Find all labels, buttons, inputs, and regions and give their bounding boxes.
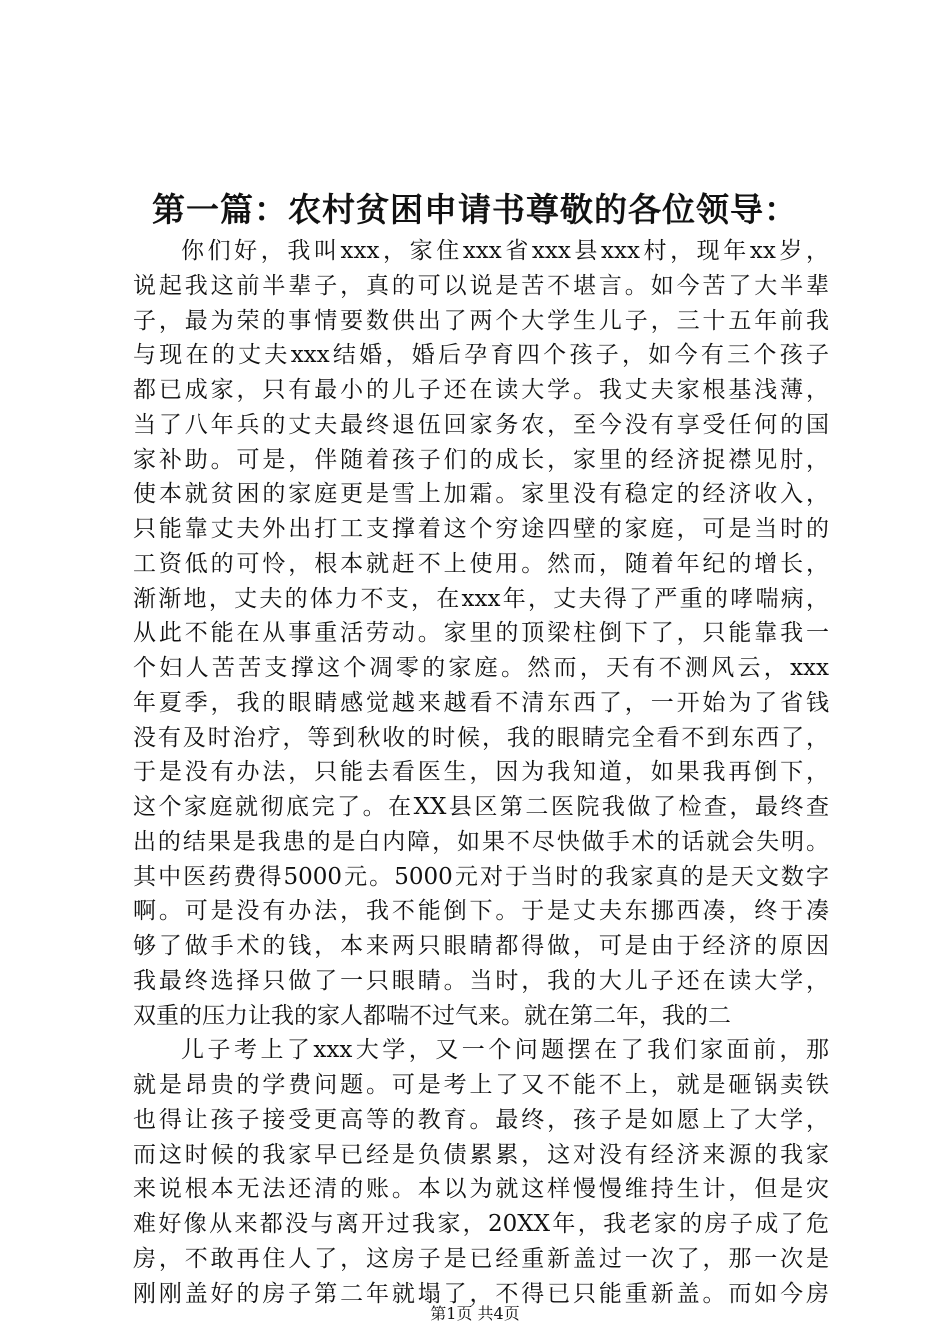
- body-line: 房，不敢再住人了，这房子是已经重新盖过一次了，那一次是: [133, 1245, 829, 1272]
- body-line: 都已成家，只有最小的儿子还在读大学。我丈夫家根基浅薄，: [133, 377, 829, 403]
- body-line: 于是没有办法，只能去看医生，因为我知道，如果我再倒下，: [133, 759, 829, 786]
- body-line: 当了八年兵的丈夫最终退伍回家务农，至今没有享受任何的国: [133, 411, 829, 438]
- body-line: 就是昂贵的学费问题。可是考上了又不能不上，就是砸锅卖铁: [133, 1072, 829, 1098]
- body-line: 从此不能在从事重活劳动。家里的顶梁柱倒下了，只能靠我一: [133, 620, 829, 647]
- body-line: 出的结果是我患的是白内障，如果不尽快做手术的话就会失明。: [133, 828, 829, 855]
- body-line: 没有及时治疗，等到秋收的时候，我的眼睛完全看不到东西了，: [133, 724, 829, 751]
- body-line: 使本就贫困的家庭更是雪上加霜。家里没有稳定的经济收入，: [133, 481, 829, 508]
- page-footer: 第1页 共4页: [430, 1304, 520, 1323]
- document-body: [133, 234, 829, 1311]
- body-line: 这个家庭就彻底完了。在XX县区第二医院我做了检查，最终查: [133, 794, 829, 820]
- document-title: 第一篇：农村贫困申请书尊敬的各位领导：: [152, 190, 798, 229]
- body-line: 家补助。可是，伴随着孩子们的成长，家里的经济捉襟见肘，: [133, 446, 829, 473]
- body-line: 啊。可是没有办法，我不能倒下。于是丈夫东挪西凑，终于凑: [133, 898, 829, 925]
- body-line: 刚刚盖好的房子第二年就塌了，不得已只能重新盖。而如今房: [133, 1280, 829, 1307]
- body-line: 说起我这前半辈子，真的可以说是苦不堪言。如今苦了大半辈: [133, 272, 829, 299]
- body-line: 工资低的可怜，根本就赶不上使用。然而，随着年纪的增长，: [133, 550, 829, 577]
- body-line: 与现在的丈夫xxx结婚，婚后孕育四个孩子，如今有三个孩子: [133, 342, 829, 369]
- body-line: 而这时候的我家早已经是负债累累，这对没有经济来源的我家: [133, 1141, 829, 1168]
- body-line: 个妇人苦苦支撑这个凋零的家庭。然而，天有不测风云，xxx: [133, 655, 829, 681]
- body-line: 其中医药费得5000元。5000元对于当时的我家真的是天文数字: [133, 863, 829, 890]
- body-line: 我最终选择只做了一只眼睛。当时，我的大儿子还在读大学，: [133, 967, 829, 994]
- body-line: 够了做手术的钱，本来两只眼睛都得做，可是由于经济的原因: [133, 933, 829, 959]
- body-line: 子，最为荣的事情要数供出了两个大学生儿子，三十五年前我: [133, 307, 829, 334]
- body-line: 年夏季，我的眼睛感觉越来越看不清东西了，一开始为了省钱: [133, 689, 829, 716]
- body-line: 难好像从来都没与离开过我家，20XX年，我老家的房子成了危: [133, 1211, 829, 1237]
- body-line: 你们好，我叫xxx，家住xxx省xxx县xxx村，现年xx岁，: [181, 238, 829, 264]
- body-line: 儿子考上了xxx大学，又一个问题摆在了我们家面前，那: [181, 1037, 829, 1064]
- body-line: 来说根本无法还清的账。本以为就这样慢慢维持生计，但是灾: [133, 1176, 829, 1203]
- body-line: 双重的压力让我的家人都喘不过气来。就在第二年，我的二: [133, 1002, 731, 1029]
- body-line: 只能靠丈夫外出打工支撑着这个穷途四壁的家庭，可是当时的: [133, 516, 829, 542]
- body-line: 也得让孩子接受更高等的教育。最终，孩子是如愿上了大学，: [133, 1106, 829, 1133]
- body-line: 渐渐地，丈夫的体力不支，在xxx年，丈夫得了严重的哮喘病，: [133, 585, 829, 612]
